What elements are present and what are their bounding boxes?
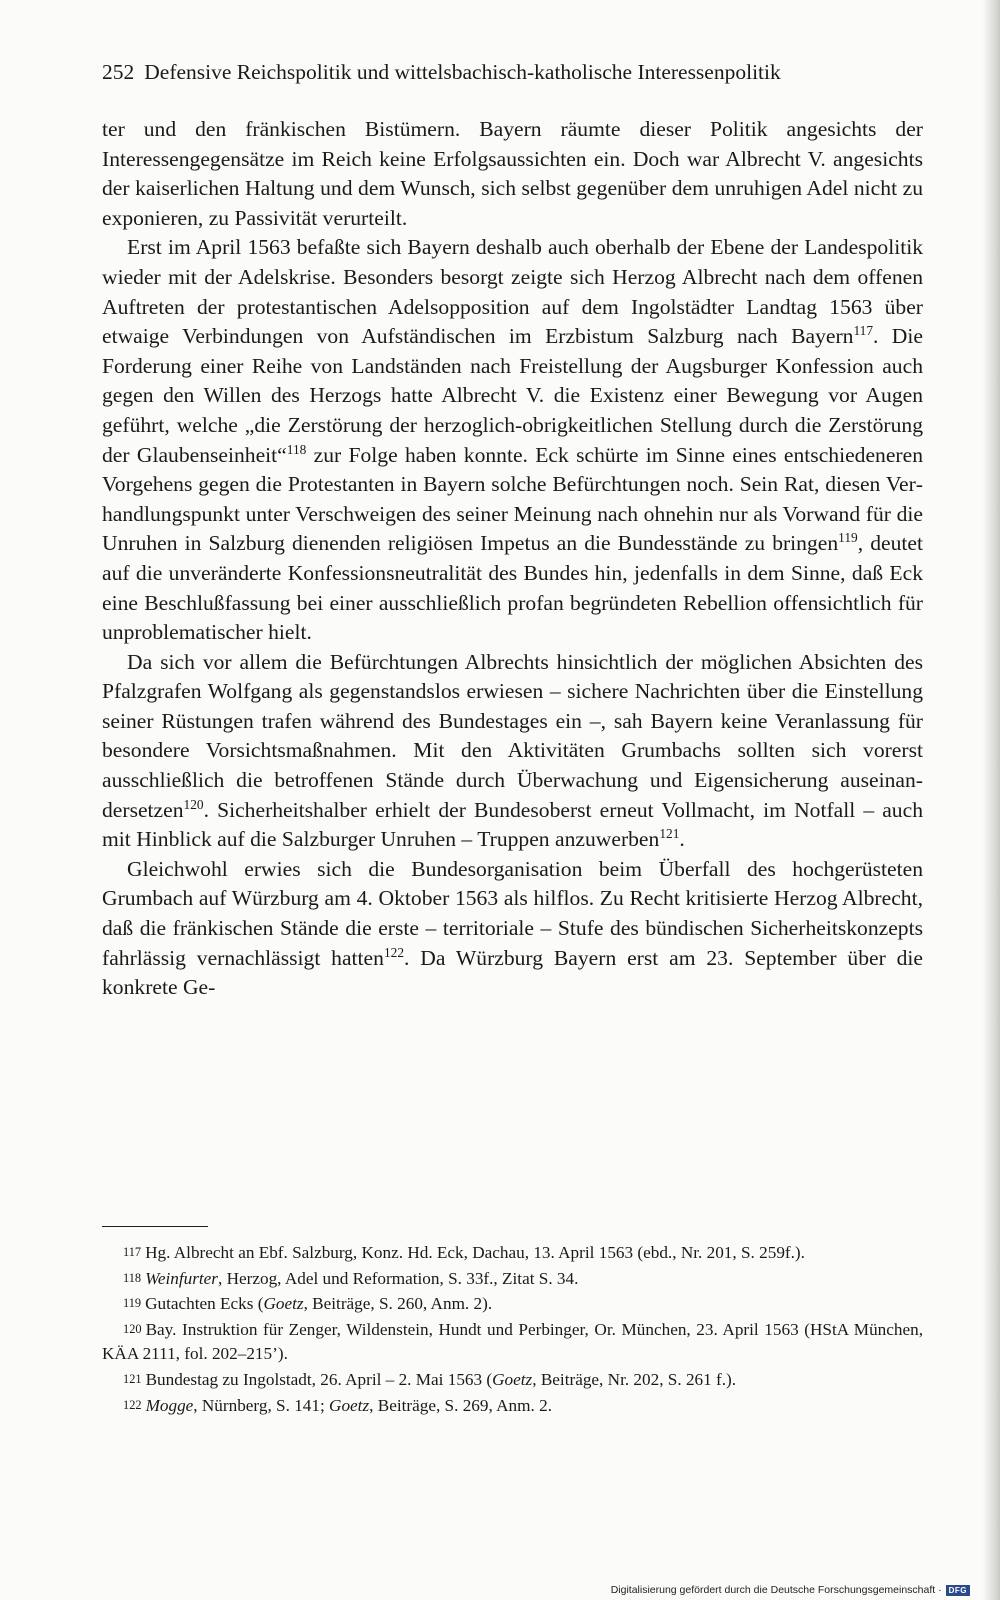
footnote-author-2: Goetz: [329, 1395, 370, 1415]
paragraph-3: [102, 648, 923, 855]
paragraph-1-text: ter und den fränkischen Bistümern. Bayern räumte dieser Politik angesichts der Interessengegensätze im Reich keine Erfolgsaussichten ein. Doch war Albrecht V. angesichts der kaiserlichen Haltung und dem Wunsch, sich selbst gegenüber dem unruhigen Adel nicht zu exponieren, zu Passivität verurteilt.: [102, 117, 923, 230]
paragraph-2-text-d: , deutet auf die unveränderte Konfessionsneutralität des Bundes hin, jedenfalls in dem Sinne, daß Eck eine Beschlußfassung bei einer ausschließlich profan begründeten Rebellion offensichtlich für unproblematischer hielt.: [102, 531, 924, 645]
footnote-author: Goetz: [263, 1294, 304, 1314]
footnote-number: 121: [123, 1371, 142, 1386]
main-text: [102, 115, 923, 1003]
footnote-119: [102, 1291, 923, 1317]
credit-text: Digitalisierung gefördert durch die Deutsche Forschungsgemeinschaft ·: [610, 1584, 942, 1596]
paragraph-3-text-c: .: [679, 827, 685, 852]
footnote-ref-121[interactable]: 121: [659, 826, 680, 842]
footnote-number: 118: [123, 1270, 142, 1285]
running-title: Defensive Reichspolitik und wittelsbachisch-katholische Interessenpolitik: [144, 60, 781, 84]
footnote-separator: [102, 1226, 208, 1227]
footnote-number: 117: [123, 1245, 142, 1259]
paragraph-4: [102, 855, 923, 1003]
footnote-118: [102, 1266, 923, 1292]
footnote-ref-120[interactable]: 120: [183, 796, 204, 812]
footnote-text: , Beiträge, S. 260, Anm. 2).: [303, 1294, 493, 1314]
paragraph-3-text-a: Da sich vor allem die Befürchtungen Albrechts hinsichtlich der möglichen Absichten des Pfalzgrafen Wolfgang als gegenstandslos erwiesen – sichere Nachrichten über die Einstellung seiner Rüstungen trafen während des Bundestages ein –, sah Bayern keine Veranlassung für besondere Vorsichtsmaßnahmen. Mit den Aktivitäten Grumbachs sollten sich vorerst ausschließlich die betroffenen Stände durch Überwachung und Eigensicherung auseinandersetzen: [102, 649, 923, 822]
footnote-number: 120: [123, 1321, 142, 1336]
footnote-text: , Herzog, Adel und Reformation, S. 33f., Zitat S. 34.: [218, 1268, 579, 1288]
footnote-pre: Bundestag zu Ingolstadt, 26. April – 2. Mai 1563 (: [145, 1369, 493, 1389]
footnote-120: [102, 1317, 923, 1367]
digitization-credit: [611, 1584, 970, 1596]
paragraph-2-text-c: zur Folge haben konnte. Eck schürte im Sinne eines entschiedeneren Vorgehens gegen die Protestanten in Bayern solche Befürchtungen noch. Sein Rat, diesen Verhandlungspunkt unter Verschweigen des seiner Meinung nach ohnehin nur als Vorwand für die Unruhen in Salzburg dienenden religiösen Impetus an die Bundesstände zu bringen: [102, 442, 923, 556]
footnote-122: [102, 1393, 923, 1419]
footnote-text: Bay. Instruktion für Zenger, Wildenstein, Hundt und Perbinger, Or. München, 23. April 1563 (HStA München, KÄA 2111, fol. 202–215’).: [102, 1319, 923, 1364]
paragraph-1: [102, 115, 923, 233]
paragraph-2-text-b: . Die Forderung einer Reihe von Landständen nach Freistellung der Augsburger Konfession auch gegen den Willen des Herzogs hatte Albrecht V. die Existenz einer Bewegung vor Augen geführt, welche „die Zerstörung der herzoglich-obrigkeitlichen Stellung durch die Zerstörung der Glaubenseinheit“: [102, 324, 923, 467]
footnote-author: Mogge: [145, 1395, 194, 1415]
footnote-text: , Beiträge, Nr. 202, S. 261 f.).: [532, 1369, 737, 1389]
paragraph-2-text-a: Erst im April 1563 befaßte sich Bayern deshalb auch oberhalb der Ebene der Landespolitik wieder mit der Adelskrise. Besonders besorgt zeigte sich Herzog Albrecht nach dem offenen Auftreten der protestantischen Adelsopposition auf dem Ingolstädter Landtag 1563 über etwaige Verbindungen von Aufständischen im Erzbistum Salzburg nach Bayern: [102, 235, 923, 349]
paragraph-4-text-b: . Da Würzburg Bayern erst am 23. September über die konkrete Ge-: [102, 945, 923, 1000]
footnote-pre: Gutachten Ecks (: [145, 1294, 264, 1314]
footnote-number: 122: [123, 1397, 142, 1412]
footnote-text-2: , Beiträge, S. 269, Anm. 2.: [369, 1395, 552, 1415]
running-header: [102, 57, 902, 87]
footnote-ref-122[interactable]: 122: [383, 944, 404, 960]
footnotes: [102, 1240, 923, 1418]
footnote-117: [102, 1240, 923, 1266]
footnote-121: [102, 1367, 923, 1393]
paragraph-2: [102, 233, 923, 647]
footnote-text: , Nürnberg, S. 141;: [193, 1395, 330, 1415]
page-edge-shadow: [982, 0, 1000, 1600]
page-number: 252: [102, 60, 135, 84]
paragraph-3-text-b: . Sicherheitshalber erhielt der Bundesoberst erneut Vollmacht, im Notfall – auch mit Hinblick auf die Salzburger Unruhen – Truppen anzuwerben: [102, 797, 923, 852]
footnote-ref-119[interactable]: 119: [838, 530, 858, 546]
footnote-number: 119: [123, 1296, 142, 1311]
footnote-text: Hg. Albrecht an Ebf. Salzburg, Konz. Hd. Eck, Dachau, 13. April 1563 (ebd., Nr. 201, S. 259f.).: [145, 1243, 805, 1262]
footnote-ref-118[interactable]: 118: [286, 441, 307, 457]
footnote-author: Goetz: [492, 1369, 533, 1389]
footnote-author: Weinfurter: [145, 1268, 218, 1288]
footnote-ref-117[interactable]: 117: [853, 322, 874, 338]
dfg-logo-icon: DFG: [946, 1585, 970, 1596]
paragraph-4-text-a: Gleichwohl erwies sich die Bundesorganisation beim Überfall des hochgerüsteten Grumbach auf Würzburg am 4. Oktober 1563 als hilflos. Zu Recht kritisierte Herzog Albrecht, daß die fränkischen Stände die erste – territoriale – Stufe des bündischen Sicherheitskonzepts fahrlässig vernachlässigt hatten: [102, 856, 923, 970]
